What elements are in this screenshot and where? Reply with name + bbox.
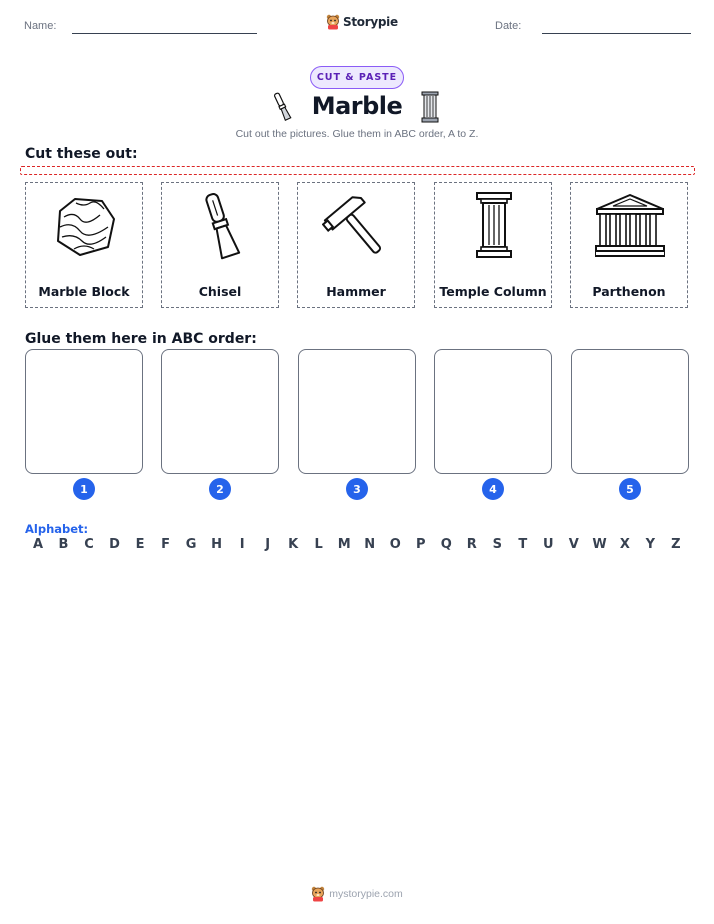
chisel-icon <box>186 191 256 261</box>
alphabet-label: Alphabet: <box>25 522 89 536</box>
glue-slot-3[interactable] <box>298 349 416 474</box>
alphabet-letter: T <box>518 537 528 552</box>
card-label: Marble Block <box>38 284 130 299</box>
alphabet-letter: W <box>592 537 607 552</box>
alphabet-letter: H <box>211 537 223 552</box>
cut-card-hammer[interactable] <box>297 182 415 308</box>
storypie-mascot-icon <box>326 14 340 30</box>
slot-number-badge: 4 <box>482 478 504 500</box>
alphabet-letter: V <box>568 537 579 552</box>
alphabet-strip <box>25 537 689 552</box>
alphabet-letter: E <box>135 537 145 552</box>
page-title: Marble <box>311 92 403 120</box>
cut-line <box>20 166 695 175</box>
alphabet-letter: I <box>239 537 245 552</box>
date-line[interactable] <box>542 33 691 34</box>
alphabet-letter: S <box>492 537 502 552</box>
parthenon-icon <box>595 191 665 261</box>
slot-number-badge: 3 <box>346 478 368 500</box>
name-label: Name: <box>24 20 57 32</box>
name-line[interactable] <box>72 33 257 34</box>
alphabet-letter: G <box>185 537 197 552</box>
alphabet-letter: J <box>265 537 271 552</box>
cut-card-chisel[interactable] <box>161 182 279 308</box>
glue-slot-2[interactable] <box>161 349 279 474</box>
slot-number-badge: 2 <box>209 478 231 500</box>
alphabet-letter: X <box>619 537 630 552</box>
cut-card-parthenon[interactable] <box>570 182 688 308</box>
alphabet-letter: Z <box>671 537 681 552</box>
alphabet-letter: K <box>288 537 299 552</box>
alphabet-letter: D <box>109 537 120 552</box>
card-label: Hammer <box>326 284 386 299</box>
card-label: Temple Column <box>439 284 547 299</box>
alphabet-letter: U <box>543 537 554 552</box>
storypie-logo <box>326 14 398 30</box>
temple-column-icon <box>459 191 529 261</box>
marble-block-icon <box>50 191 120 261</box>
cut-card-temple-column[interactable] <box>434 182 552 308</box>
chisel-title-icon <box>270 90 296 124</box>
brand-name: Storypie <box>343 15 398 29</box>
alphabet-letter: Q <box>440 537 452 552</box>
alphabet-letter: M <box>337 537 351 552</box>
alphabet-letter: R <box>466 537 477 552</box>
alphabet-letter: P <box>415 537 426 552</box>
slot-number-badge: 1 <box>73 478 95 500</box>
alphabet-letter: L <box>314 537 323 552</box>
glue-section-heading: Glue them here in ABC order: <box>25 331 257 347</box>
slot-number-badge: 5 <box>619 478 641 500</box>
cut-section-heading: Cut these out: <box>25 146 138 162</box>
activity-badge: CUT & PASTE <box>310 66 404 89</box>
alphabet-letter: C <box>84 537 94 552</box>
card-label: Chisel <box>198 284 242 299</box>
card-label: Parthenon <box>592 284 666 299</box>
footer <box>0 886 714 902</box>
alphabet-letter: B <box>58 537 69 552</box>
storypie-mascot-icon <box>311 886 325 902</box>
alphabet-letter: N <box>364 537 376 552</box>
cut-card-marble-block[interactable] <box>25 182 143 308</box>
date-label: Date: <box>495 20 522 32</box>
alphabet-letter: Y <box>645 537 656 552</box>
alphabet-letter: F <box>161 537 171 552</box>
hammer-icon <box>322 191 392 261</box>
alphabet-letter: O <box>389 537 401 552</box>
footer-site-link[interactable]: mystorypie.com <box>329 888 403 900</box>
glue-slot-4[interactable] <box>434 349 552 474</box>
instructions: Cut out the pictures. Glue them in ABC order, A to Z. <box>235 128 479 140</box>
column-title-icon <box>420 90 440 124</box>
glue-slot-5[interactable] <box>571 349 689 474</box>
glue-slot-1[interactable] <box>25 349 143 474</box>
alphabet-letter: A <box>32 537 44 552</box>
